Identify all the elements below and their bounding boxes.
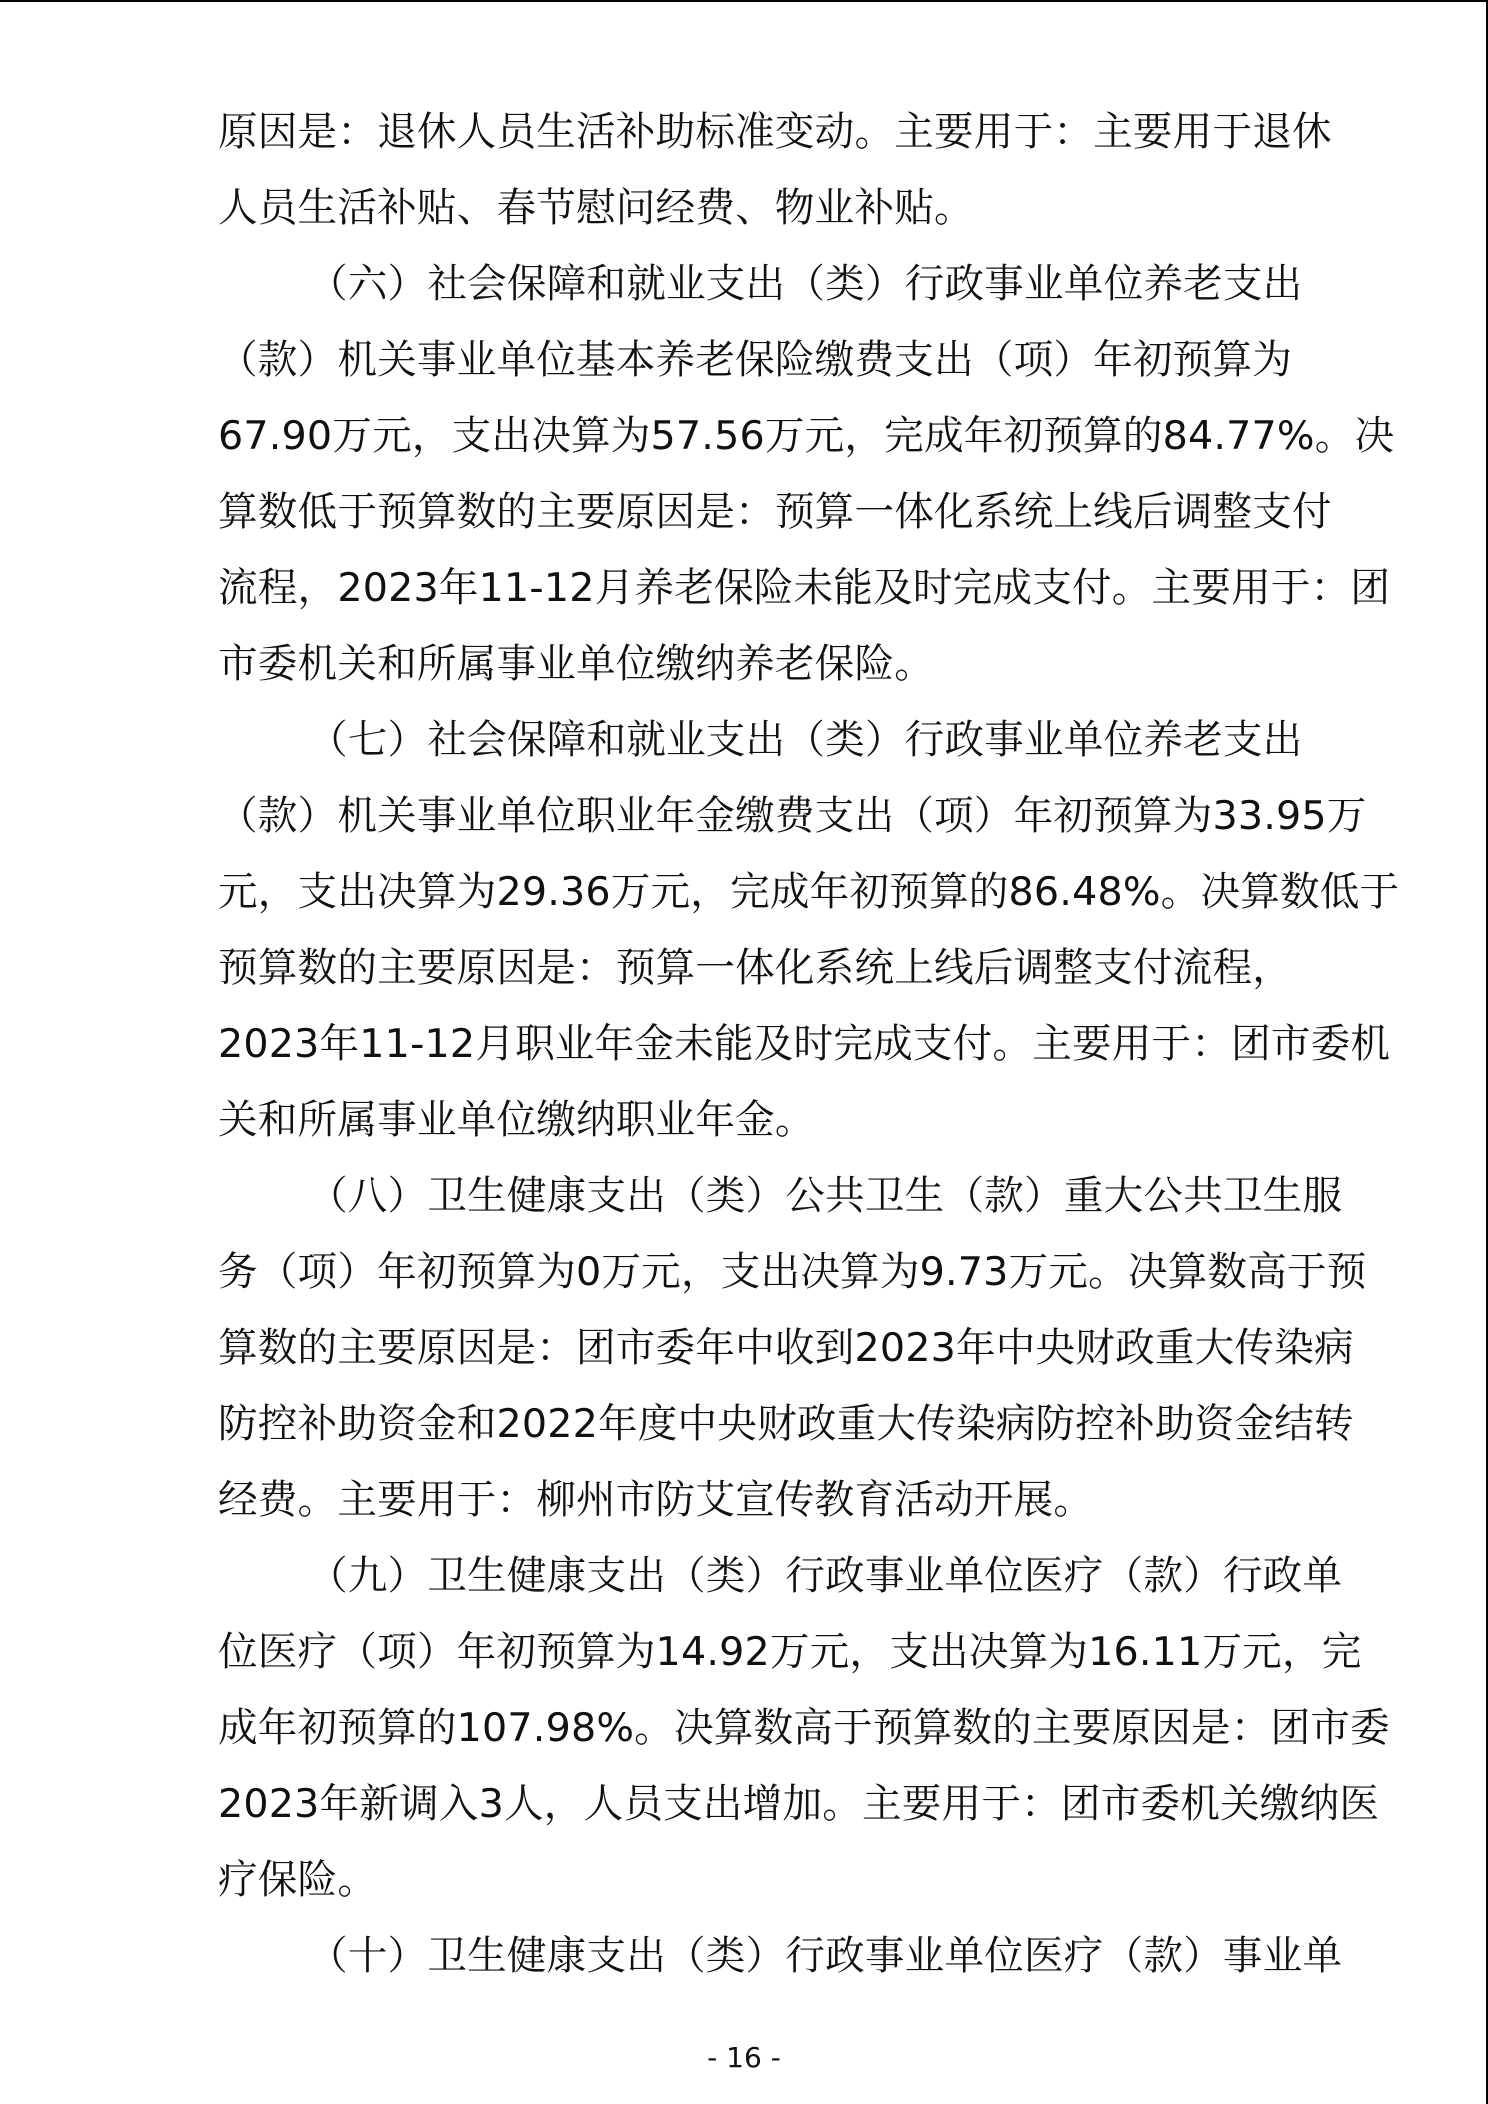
body-text-line: 务（项）年初预算为0万元，支出决算为9.73万元。决算数高于预 <box>218 1249 1367 1295</box>
section-heading-line-8: （八）卫生健康支出（类）公共卫生（款）重大公共卫生服 <box>308 1173 1343 1219</box>
body-text-line: 2023年11-12月职业年金未能及时完成支付。主要用于：团市委机 <box>218 1021 1391 1067</box>
body-text-line: 疗保险。 <box>218 1857 378 1903</box>
body-text-line: 67.90万元，支出决算为57.56万元，完成年初预算的84.77%。决 <box>218 413 1395 459</box>
document-body <box>218 94 1400 1994</box>
body-text-line: 防控补助资金和2022年度中央财政重大传染病防控补助资金结转 <box>218 1401 1354 1447</box>
body-text-line: （款）机关事业单位职业年金缴费支出（项）年初预算为33.95万 <box>218 793 1367 839</box>
section-heading-line-10: （十）卫生健康支出（类）行政事业单位医疗（款）事业单 <box>308 1933 1343 1979</box>
body-text-line: 2023年新调入3人，人员支出增加。主要用于：团市委机关缴纳医 <box>218 1781 1380 1827</box>
body-text-line: 人员生活补贴、春节慰问经费、物业补贴。 <box>218 185 974 231</box>
body-text-line: 成年初预算的107.98%。决算数高于预算数的主要原因是：团市委 <box>218 1705 1390 1751</box>
body-text-line: 原因是：退休人员生活补助标准变动。主要用于：主要用于退休 <box>218 109 1332 155</box>
page-number: - 16 - <box>707 2041 781 2074</box>
section-heading-line-6: （六）社会保障和就业支出（类）行政事业单位养老支出 <box>308 261 1303 307</box>
top-border-line <box>0 0 1488 2</box>
body-text-line: 元，支出决算为29.36万元，完成年初预算的86.48%。决算数低于 <box>218 869 1400 915</box>
body-text-line: 位医疗（项）年初预算为14.92万元，支出决算为16.11万元，完 <box>218 1629 1362 1675</box>
section-heading-line-9: （九）卫生健康支出（类）行政事业单位医疗（款）行政单 <box>308 1553 1343 1599</box>
section-heading-line-7: （七）社会保障和就业支出（类）行政事业单位养老支出 <box>308 717 1303 763</box>
body-text-line: 算数低于预算数的主要原因是：预算一体化系统上线后调整支付 <box>218 489 1332 535</box>
body-text-line: （款）机关事业单位基本养老保险缴费支出（项）年初预算为 <box>218 337 1293 383</box>
body-text-line: 关和所属事业单位缴纳职业年金。 <box>218 1097 815 1143</box>
body-text-line: 市委机关和所属事业单位缴纳养老保险。 <box>218 641 935 687</box>
body-text-line: 流程，2023年11-12月养老保险未能及时完成支付。主要用于：团 <box>218 565 1391 611</box>
body-text-line: 预算数的主要原因是：预算一体化系统上线后调整支付流程， <box>218 945 1293 991</box>
body-text-line: 算数的主要原因是：团市委年中收到2023年中央财政重大传染病 <box>218 1325 1354 1371</box>
body-text-line: 经费。主要用于：柳州市防艾宣传教育活动开展。 <box>218 1477 1094 1523</box>
